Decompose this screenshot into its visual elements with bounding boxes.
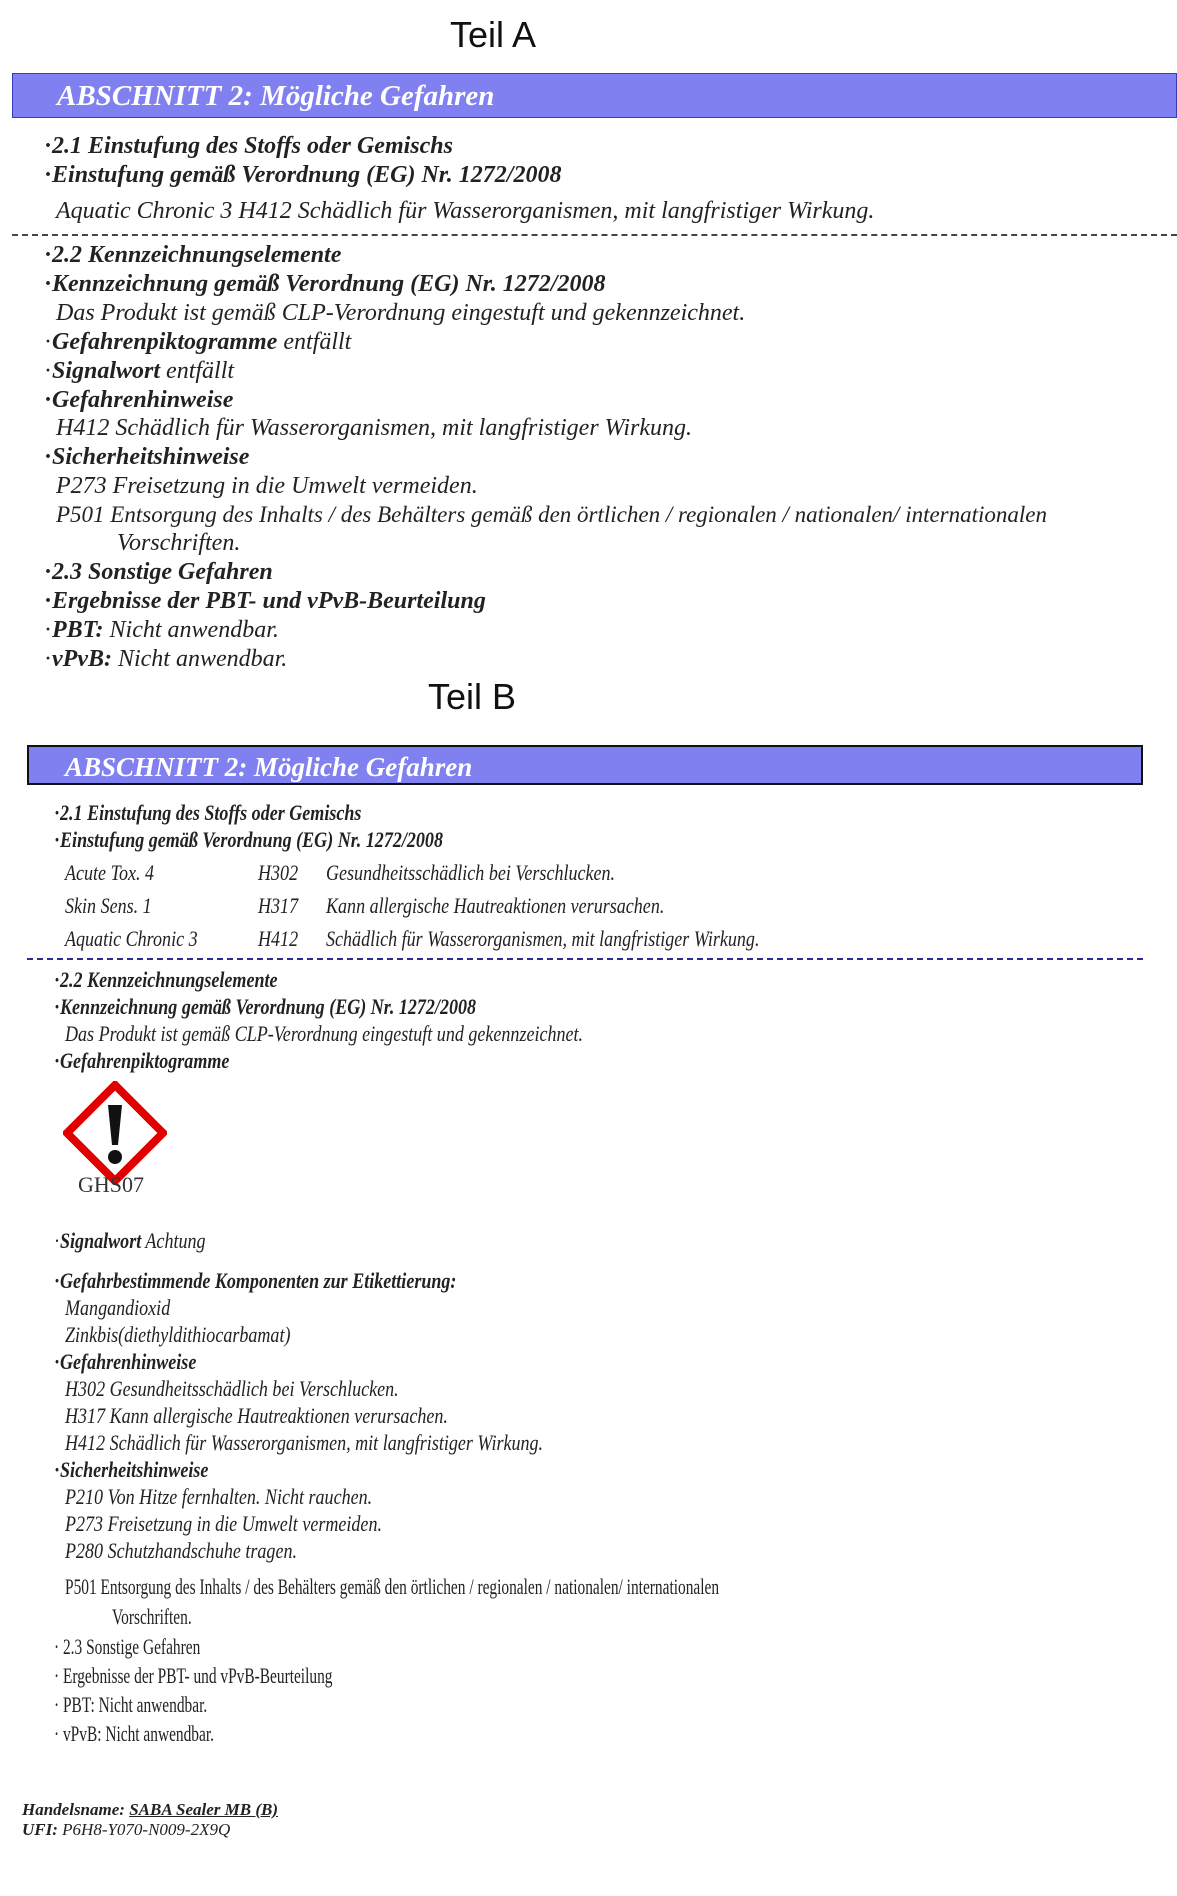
- b-h317: H317 Kann allergische Hautreaktionen verursachen.: [65, 1403, 448, 1428]
- b-p501-cont: Vorschriften.: [112, 1604, 192, 1629]
- a-divider: [12, 234, 1177, 236]
- b-pbt: · PBT: Nicht anwendbar.: [54, 1692, 208, 1717]
- b-class-code: H317: [258, 893, 299, 918]
- footer-handelsname: Handelsname: SABA Sealer MB (B): [22, 1800, 278, 1819]
- b-h302: H302 Gesundheitsschädlich bei Verschlucken.: [65, 1376, 399, 1401]
- b-komp-label: ·Gefahrbestimmende Komponenten zur Etikettierung:: [54, 1268, 457, 1293]
- ghs07-label: GHS07: [78, 1172, 145, 1197]
- a-s22-title: ·2.2 Kennzeichnungselemente: [44, 242, 342, 268]
- b-p280: P280 Schutzhandschuhe tragen.: [65, 1538, 297, 1563]
- b-s22-sub: ·Kennzeichnung gemäß Verordnung (EG) Nr. 1272/2008: [54, 994, 477, 1019]
- a-pbt-title: ·Ergebnisse der PBT- und vPvB-Beurteilung: [44, 588, 486, 614]
- b-class-text: Gesundheitsschädlich bei Verschlucken.: [326, 860, 616, 885]
- b-pbt-title: · Ergebnisse der PBT- und vPvB-Beurteilung: [54, 1663, 333, 1688]
- teil-b-label: Teil B: [428, 676, 517, 717]
- a-pikto: ·Gefahrenpiktogramme entfällt: [44, 329, 352, 355]
- b-class-text: Kann allergische Hautreaktionen verursachen.: [326, 893, 665, 918]
- b-s22-line: Das Produkt ist gemäß CLP-Verordnung eingestuft und gekennzeichnet.: [65, 1021, 584, 1046]
- a-s22-line: Das Produkt ist gemäß CLP-Verordnung eingestuft und gekennzeichnet.: [56, 300, 746, 326]
- a-hinweise-label: ·Gefahrenhinweise: [44, 387, 234, 413]
- a-p501: P501 Entsorgung des Inhalts / des Behälters gemäß den örtlichen / regionalen / nationalen/ internationalen: [56, 502, 1048, 527]
- b-p273: P273 Freisetzung in die Umwelt vermeiden.: [65, 1511, 382, 1536]
- b-komp2: Zinkbis(diethyldithiocarbamat): [65, 1322, 291, 1347]
- b-class-code: H412: [258, 926, 299, 951]
- b-class-row: Acute Tox. 4: [65, 860, 155, 885]
- teil-a-banner: [12, 73, 1177, 118]
- b-class-row: Aquatic Chronic 3: [65, 926, 198, 951]
- a-s21-title: ·2.1 Einstufung des Stoffs oder Gemischs: [44, 133, 453, 159]
- b-p210: P210 Von Hitze fernhalten. Nicht rauchen.: [65, 1484, 373, 1509]
- b-s22-title: ·2.2 Kennzeichnungselemente: [54, 967, 278, 992]
- b-komp1: Mangandioxid: [65, 1295, 171, 1320]
- a-pbt: ·PBT: Nicht anwendbar.: [44, 617, 279, 643]
- b-class-text: Schädlich für Wasserorganismen, mit langfristiger Wirkung.: [326, 926, 760, 951]
- b-pikto-label: ·Gefahrenpiktogramme: [54, 1048, 230, 1073]
- footer-ufi: UFI: P6H8-Y070-N009-2X9Q: [22, 1820, 231, 1839]
- b-class-row: Skin Sens. 1: [65, 893, 152, 918]
- b-p501: P501 Entsorgung des Inhalts / des Behälters gemäß den örtlichen / regionalen / nationalen/ internationalen: [65, 1574, 720, 1599]
- b-h412: H412 Schädlich für Wasserorganismen, mit langfristiger Wirkung.: [65, 1430, 544, 1455]
- a-h412: H412 Schädlich für Wasserorganismen, mit langfristiger Wirkung.: [56, 415, 692, 441]
- a-vpvb: ·vPvB: Nicht anwendbar.: [44, 646, 288, 672]
- a-p273: P273 Freisetzung in die Umwelt vermeiden.: [56, 473, 478, 499]
- teil-b-banner: [27, 745, 1143, 785]
- ghs07-exclamation-icon: [63, 1081, 167, 1185]
- b-signal: ·Signalwort Achtung: [54, 1228, 206, 1253]
- a-p501-cont: Vorschriften.: [117, 530, 241, 556]
- b-s21-sub: ·Einstufung gemäß Verordnung (EG) Nr. 1272/2008: [54, 827, 443, 852]
- b-hinweise-label: ·Gefahrenhinweise: [54, 1349, 197, 1374]
- b-s23-title: · 2.3 Sonstige Gefahren: [54, 1634, 201, 1659]
- teil-b-banner-title: ABSCHNITT 2: Mögliche Gefahren: [65, 752, 473, 782]
- b-divider: [27, 958, 1143, 960]
- a-s23-title: ·2.3 Sonstige Gefahren: [44, 559, 273, 585]
- b-s21-title: ·2.1 Einstufung des Stoffs oder Gemischs: [54, 800, 362, 825]
- a-sicher-label: ·Sicherheitshinweise: [44, 444, 250, 470]
- a-s22-sub: ·Kennzeichnung gemäß Verordnung (EG) Nr. 1272/2008: [44, 271, 606, 297]
- b-sicher-label: ·Sicherheitshinweise: [54, 1457, 209, 1482]
- a-s21-line: Aquatic Chronic 3 H412 Schädlich für Wasserorganismen, mit langfristiger Wirkung.: [56, 198, 875, 224]
- b-class-code: H302: [258, 860, 299, 885]
- teil-a-banner-title: ABSCHNITT 2: Mögliche Gefahren: [57, 80, 495, 112]
- a-signal: ·Signalwort entfällt: [44, 358, 235, 384]
- a-s21-sub: ·Einstufung gemäß Verordnung (EG) Nr. 1272/2008: [44, 162, 562, 188]
- teil-a-label: Teil A: [450, 14, 537, 55]
- b-vpvb: · vPvB: Nicht anwendbar.: [54, 1721, 214, 1746]
